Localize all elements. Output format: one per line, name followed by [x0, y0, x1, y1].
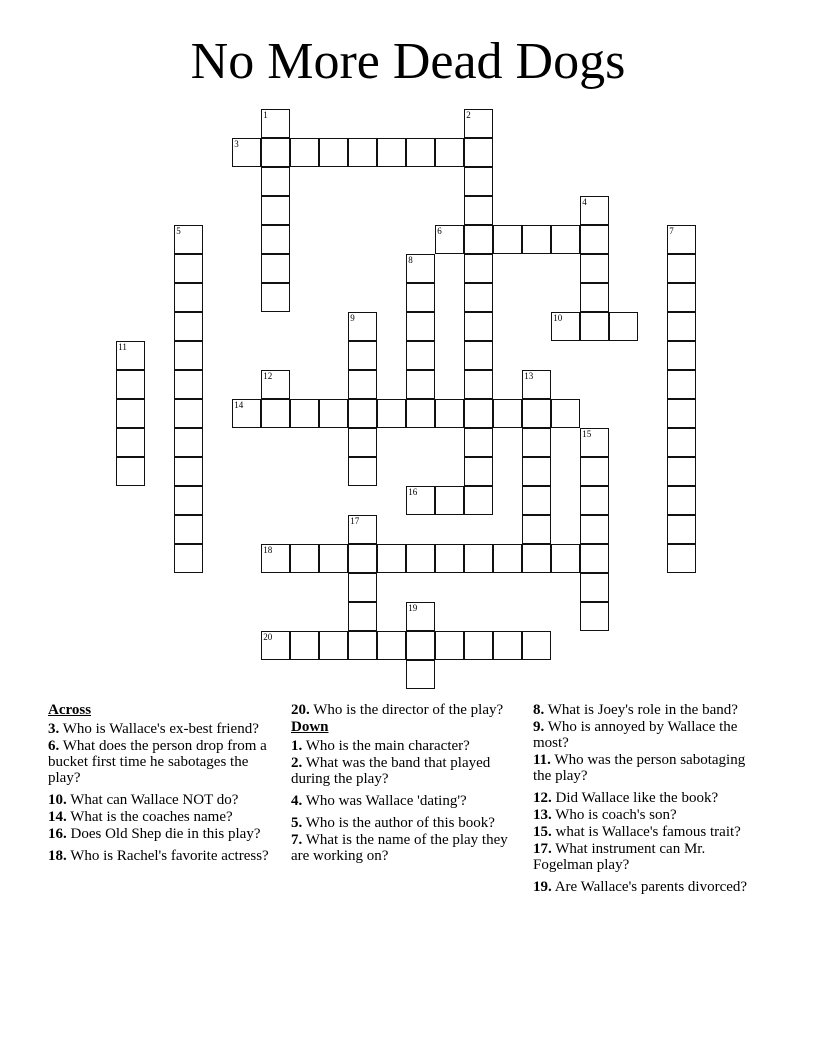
clue-number: 17. [533, 841, 552, 857]
grid-cell[interactable] [290, 631, 319, 660]
grid-cell[interactable] [667, 428, 696, 457]
grid-cell[interactable] [116, 341, 145, 370]
grid-cell[interactable] [464, 109, 493, 138]
grid-cell[interactable] [464, 312, 493, 341]
grid-cell[interactable] [261, 370, 290, 399]
grid-cell[interactable] [406, 138, 435, 167]
grid-cell[interactable] [261, 283, 290, 312]
grid-cell[interactable] [493, 399, 522, 428]
cell-number: 9 [350, 313, 355, 324]
grid-cell[interactable] [116, 370, 145, 399]
clue-number: 15. [533, 824, 552, 840]
clue-text: Did Wallace like the book? [555, 790, 719, 806]
clue-number: 11. [533, 752, 551, 768]
clue-text: Does Old Shep die in this play? [70, 826, 261, 842]
grid-cell[interactable] [464, 283, 493, 312]
clue-across-3 [48, 721, 284, 737]
grid-cell[interactable] [580, 602, 609, 631]
grid-cell[interactable] [290, 544, 319, 573]
grid-cell[interactable] [174, 254, 203, 283]
grid-cell[interactable] [174, 486, 203, 515]
grid-cell[interactable] [232, 138, 261, 167]
grid-cell[interactable] [580, 486, 609, 515]
grid-cell[interactable] [261, 225, 290, 254]
clue-down-8 [533, 702, 763, 718]
grid-cell[interactable] [551, 544, 580, 573]
cell-number: 20 [263, 632, 273, 643]
grid-cell[interactable] [667, 370, 696, 399]
grid-cell[interactable] [319, 399, 348, 428]
grid-cell[interactable] [174, 399, 203, 428]
clue-across-20 [291, 702, 521, 718]
clue-text: Who is annoyed by Wallace the most? [533, 719, 738, 751]
grid-cell[interactable] [667, 515, 696, 544]
grid-cell[interactable] [580, 283, 609, 312]
grid-cell[interactable] [174, 312, 203, 341]
grid-cell[interactable] [174, 283, 203, 312]
clue-text: What is the coaches name? [70, 809, 233, 825]
grid-cell[interactable] [667, 312, 696, 341]
clue-text: Who is the director of the play? [313, 702, 504, 718]
grid-cell[interactable] [435, 544, 464, 573]
clue-number: 13. [533, 807, 552, 823]
clue-number: 10. [48, 792, 67, 808]
grid-cell[interactable] [667, 486, 696, 515]
grid-cell[interactable] [406, 486, 435, 515]
cell-number: 3 [234, 139, 239, 150]
grid-cell[interactable] [406, 631, 435, 660]
grid-cell[interactable] [348, 312, 377, 341]
clue-text: What was the band that played during the play? [291, 755, 491, 787]
cell-number: 4 [582, 197, 587, 208]
cell-number: 11 [118, 342, 127, 353]
grid-cell[interactable] [406, 254, 435, 283]
clue-down-1 [291, 738, 521, 754]
cell-number: 2 [466, 110, 471, 121]
grid-cell[interactable] [261, 167, 290, 196]
grid-cell[interactable] [667, 457, 696, 486]
grid-cell[interactable] [464, 486, 493, 515]
grid-cell[interactable] [522, 457, 551, 486]
grid-cell[interactable] [580, 428, 609, 457]
grid-cell[interactable] [174, 225, 203, 254]
grid-cell[interactable] [464, 341, 493, 370]
grid-cell[interactable] [464, 370, 493, 399]
cell-number: 14 [234, 400, 244, 411]
grid-cell[interactable] [232, 399, 261, 428]
clue-number: 6. [48, 738, 60, 754]
clue-number: 16. [48, 826, 67, 842]
clue-text: What does the person drop from a bucket first time he sabotages the play? [48, 738, 267, 786]
grid-cell[interactable] [290, 138, 319, 167]
grid-cell[interactable] [319, 544, 348, 573]
clue-down-4 [291, 793, 521, 809]
clue-number: 3. [48, 721, 60, 737]
grid-cell[interactable] [261, 138, 290, 167]
grid-cell[interactable] [406, 602, 435, 631]
grid-cell[interactable] [348, 341, 377, 370]
clue-text: Who is the main character? [305, 738, 470, 754]
grid-cell[interactable] [435, 225, 464, 254]
clue-number: 2. [291, 755, 303, 771]
grid-cell[interactable] [261, 196, 290, 225]
cell-number: 1 [263, 110, 268, 121]
clue-down-17 [533, 841, 763, 873]
clue-across-6 [48, 738, 284, 786]
clue-number: 1. [291, 738, 303, 754]
grid-cell[interactable] [493, 544, 522, 573]
grid-cell[interactable] [377, 399, 406, 428]
grid-cell[interactable] [435, 631, 464, 660]
clue-down-9 [533, 719, 763, 751]
grid-cell[interactable] [464, 254, 493, 283]
cell-number: 13 [524, 371, 534, 382]
cell-number: 19 [408, 603, 418, 614]
clue-number: 9. [533, 719, 545, 735]
grid-cell[interactable] [261, 109, 290, 138]
grid-cell[interactable] [261, 254, 290, 283]
grid-cell[interactable] [174, 457, 203, 486]
across-header: Across [48, 702, 92, 718]
grid-cell[interactable] [319, 631, 348, 660]
clue-down-2 [291, 755, 521, 787]
grid-cell[interactable] [522, 486, 551, 515]
grid-cell[interactable] [493, 631, 522, 660]
clue-across-18 [48, 848, 284, 864]
clue-number: 14. [48, 809, 67, 825]
grid-cell[interactable] [464, 225, 493, 254]
grid-cell[interactable] [435, 399, 464, 428]
grid-cell[interactable] [174, 428, 203, 457]
grid-cell[interactable] [116, 428, 145, 457]
clue-text: Are Wallace's parents divorced? [554, 879, 748, 895]
grid-cell[interactable] [580, 196, 609, 225]
clue-text: What can Wallace NOT do? [70, 792, 239, 808]
clue-text: What is Joey's role in the band? [547, 702, 738, 718]
grid-cell[interactable] [580, 457, 609, 486]
grid-cell[interactable] [406, 660, 435, 689]
clue-down-19 [533, 879, 763, 895]
grid-cell[interactable] [580, 225, 609, 254]
grid-cell[interactable] [522, 225, 551, 254]
grid-cell[interactable] [464, 167, 493, 196]
cell-number: 6 [437, 226, 442, 237]
clue-text: Who is the author of this book? [305, 815, 495, 831]
clue-number: 5. [291, 815, 303, 831]
grid-cell[interactable] [522, 515, 551, 544]
grid-cell[interactable] [348, 457, 377, 486]
cell-number: 5 [176, 226, 181, 237]
grid-cell[interactable] [435, 486, 464, 515]
cell-number: 15 [582, 429, 592, 440]
grid-cell[interactable] [377, 631, 406, 660]
grid-cell[interactable] [667, 254, 696, 283]
clue-down-5 [291, 815, 521, 831]
grid-cell[interactable] [464, 428, 493, 457]
clue-text: What instrument can Mr. Fogelman play? [533, 841, 706, 873]
grid-cell[interactable] [261, 399, 290, 428]
grid-cell[interactable] [174, 370, 203, 399]
grid-cell[interactable] [580, 312, 609, 341]
clue-text: Who was Wallace 'dating'? [305, 793, 467, 809]
clue-down-7 [291, 832, 521, 864]
grid-cell[interactable] [348, 631, 377, 660]
clue-number: 4. [291, 793, 303, 809]
cell-number: 18 [263, 545, 273, 556]
grid-cell[interactable] [348, 573, 377, 602]
grid-cell[interactable] [174, 341, 203, 370]
grid-cell[interactable] [522, 428, 551, 457]
grid-cell[interactable] [348, 544, 377, 573]
grid-cell[interactable] [493, 225, 522, 254]
clue-across-16 [48, 826, 284, 842]
grid-cell[interactable] [348, 428, 377, 457]
grid-cell[interactable] [464, 196, 493, 225]
clue-number: 12. [533, 790, 552, 806]
grid-cell[interactable] [464, 544, 493, 573]
grid-cell[interactable] [667, 283, 696, 312]
clue-down-11 [533, 752, 763, 784]
grid-cell[interactable] [406, 370, 435, 399]
clue-text: Who is coach's son? [555, 807, 677, 823]
grid-cell[interactable] [348, 399, 377, 428]
grid-cell[interactable] [580, 515, 609, 544]
grid-cell[interactable] [377, 544, 406, 573]
grid-cell[interactable] [174, 544, 203, 573]
clues-column-1 [48, 702, 284, 865]
clue-across-14 [48, 809, 284, 825]
clue-down-15 [533, 824, 763, 840]
clues-column-2 [291, 702, 521, 865]
grid-cell[interactable] [261, 544, 290, 573]
grid-cell[interactable] [522, 544, 551, 573]
cell-number: 10 [553, 313, 563, 324]
cell-number: 12 [263, 371, 273, 382]
grid-cell[interactable] [348, 515, 377, 544]
grid-cell[interactable] [406, 341, 435, 370]
grid-cell[interactable] [348, 370, 377, 399]
down-header: Down [291, 719, 329, 735]
grid-cell[interactable] [406, 544, 435, 573]
clues-column-3 [533, 702, 763, 896]
clue-text: Who was the person sabotaging the play? [533, 752, 746, 784]
grid-cell[interactable] [551, 225, 580, 254]
cell-number: 16 [408, 487, 418, 498]
grid-cell[interactable] [116, 457, 145, 486]
clue-text: What is the name of the play they are working on? [291, 832, 508, 864]
clue-down-12 [533, 790, 763, 806]
cell-number: 17 [350, 516, 360, 527]
grid-cell[interactable] [174, 515, 203, 544]
crossword-grid [117, 110, 697, 690]
clue-number: 20. [291, 702, 310, 718]
grid-cell[interactable] [406, 312, 435, 341]
grid-cell[interactable] [522, 370, 551, 399]
grid-cell[interactable] [464, 631, 493, 660]
grid-cell[interactable] [290, 399, 319, 428]
grid-cell[interactable] [667, 544, 696, 573]
grid-cell[interactable] [406, 399, 435, 428]
grid-cell[interactable] [261, 631, 290, 660]
cell-number: 7 [669, 226, 674, 237]
grid-cell[interactable] [580, 544, 609, 573]
grid-cell[interactable] [551, 312, 580, 341]
grid-cell[interactable] [609, 312, 638, 341]
grid-cell[interactable] [464, 399, 493, 428]
clue-across-10 [48, 792, 284, 808]
grid-cell[interactable] [580, 254, 609, 283]
grid-cell[interactable] [319, 138, 348, 167]
grid-cell[interactable] [464, 457, 493, 486]
clue-text: Who is Rachel's favorite actress? [70, 848, 269, 864]
grid-cell[interactable] [406, 283, 435, 312]
clue-down-13 [533, 807, 763, 823]
clue-number: 18. [48, 848, 67, 864]
grid-cell[interactable] [522, 631, 551, 660]
clue-number: 7. [291, 832, 303, 848]
grid-cell[interactable] [667, 341, 696, 370]
grid-cell[interactable] [667, 225, 696, 254]
grid-cell[interactable] [522, 399, 551, 428]
grid-cell[interactable] [435, 138, 464, 167]
grid-cell[interactable] [377, 138, 406, 167]
clue-number: 19. [533, 879, 552, 895]
grid-cell[interactable] [580, 573, 609, 602]
cell-number: 8 [408, 255, 413, 266]
clue-number: 8. [533, 702, 545, 718]
grid-cell[interactable] [551, 399, 580, 428]
grid-cell[interactable] [348, 138, 377, 167]
grid-cell[interactable] [464, 138, 493, 167]
grid-cell[interactable] [667, 399, 696, 428]
clue-text: what is Wallace's famous trait? [555, 824, 741, 840]
clue-text: Who is Wallace's ex-best friend? [62, 721, 259, 737]
grid-cell[interactable] [348, 602, 377, 631]
grid-cell[interactable] [116, 399, 145, 428]
puzzle-title: No More Dead Dogs [190, 33, 626, 90]
